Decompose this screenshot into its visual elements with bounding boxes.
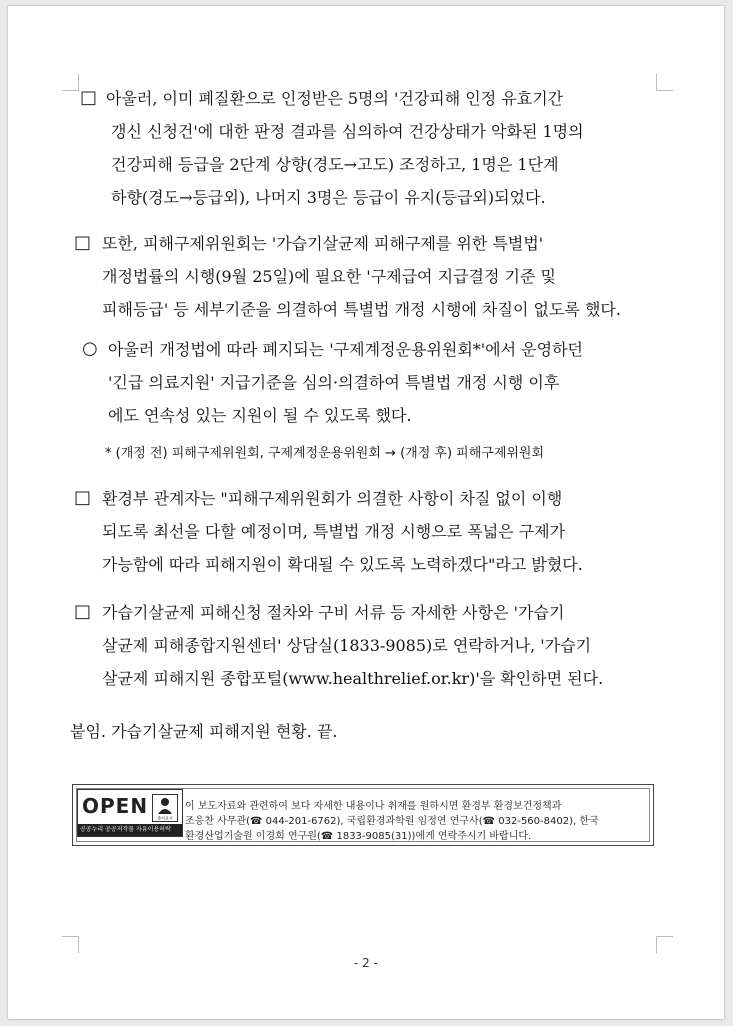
page-number: - 2 - <box>354 956 378 970</box>
square-bullet-icon: □ <box>80 87 98 108</box>
crop-mark-top-right <box>656 74 673 91</box>
attachment-note: 붙임. 가습기살균제 피해지원 현황. 끝. <box>70 722 338 741</box>
paragraph-line: 되도록 최선을 다할 예정이며, 특별법 개정 시행으로 폭넓은 구제가 <box>102 522 566 541</box>
crop-mark-bottom-right <box>656 936 673 953</box>
paragraph-line: '긴급 의료지원' 지급기준을 심의·의결하여 특별법 개정 시행 이후 <box>108 373 560 392</box>
kogl-open-license-logo <box>77 789 183 837</box>
document-page <box>8 6 724 1019</box>
open-logo-text: OPEN <box>82 794 149 818</box>
paragraph-line: 살균제 피해종합지원센터' 상담실(1833-9085)로 연락하거나, '가습기 <box>102 636 592 655</box>
paragraph-line: 가능함에 따라 피해지원이 확대될 수 있도록 노력하겠다"라고 밝혔다. <box>102 555 583 574</box>
contact-line: 이 보도자료와 관련하여 보다 자세한 내용이나 취재를 원하시면 환경부 환경보건정책과 <box>185 801 562 812</box>
paragraph-line: 건강피해 등급을 2단계 상향(경도→고도) 조정하고, 1명은 1단계 <box>111 155 559 174</box>
paragraph-line: 아울러 개정법에 따라 폐지되는 '구제계정운용위원회*'에서 운영하던 <box>108 340 583 359</box>
paragraph-line: 가습기살균제 피해신청 절차와 구비 서류 등 자세한 사항은 '가습기 <box>102 603 565 622</box>
square-bullet-icon: □ <box>74 601 92 622</box>
contact-info-box <box>72 784 654 846</box>
contact-line: 환경산업기술원 이경희 연구원(☎ 1833-9085(31))에게 연락주시기 바랍니다. <box>185 831 532 842</box>
attribution-person-icon <box>152 794 178 822</box>
square-bullet-icon: □ <box>74 487 92 508</box>
paragraph-line: 피해등급' 등 세부기준을 의결하여 특별법 개정 시행에 차질이 없도록 했다. <box>102 300 621 319</box>
contact-line: 조응찬 사무관(☎ 044-201-6762), 국립환경과학원 임정연 연구사(☎ 032-560-8402), 한국 <box>185 816 599 827</box>
footnote: * (개정 전) 피해구제위원회, 구제계정운용위원회 → (개정 후) 피해구제위원회 <box>105 446 545 461</box>
paragraph-line: 아울러, 이미 폐질환으로 인정받은 5명의 '건강피해 인정 유효기간 <box>106 89 564 108</box>
crop-mark-bottom-left <box>62 936 79 953</box>
paragraph-line: 갱신 신청건'에 대한 판정 결과를 심의하여 건강상태가 악화된 1명의 <box>111 122 584 141</box>
paragraph-line: 환경부 관계자는 "피해구제위원회가 의결한 사항이 차질 없이 이행 <box>102 489 563 508</box>
crop-mark-top-left <box>62 74 79 91</box>
paragraph-line: 에도 연속성 있는 지원이 될 수 있도록 했다. <box>108 406 412 425</box>
paragraph-line: 또한, 피해구제위원회는 '가습기살균제 피해구제를 위한 특별법' <box>102 234 544 253</box>
attribution-badge-label: 출처표시 <box>157 815 173 821</box>
paragraph-line: 살균제 피해지원 종합포털(www.healthrelief.or.kr)'을 확인하면 된다. <box>102 669 604 688</box>
circle-bullet-icon: ○ <box>82 338 98 359</box>
paragraph-line: 하향(경도→등급외), 나머지 3명은 등급이 유지(등급외)되었다. <box>111 188 546 207</box>
kogl-footer-label: 공공누리 공공저작물 자유이용허락 <box>78 824 182 836</box>
square-bullet-icon: □ <box>74 232 92 253</box>
paragraph-line: 개정법률의 시행(9월 25일)에 필요한 '구제급여 지급결정 기준 및 <box>102 267 556 286</box>
